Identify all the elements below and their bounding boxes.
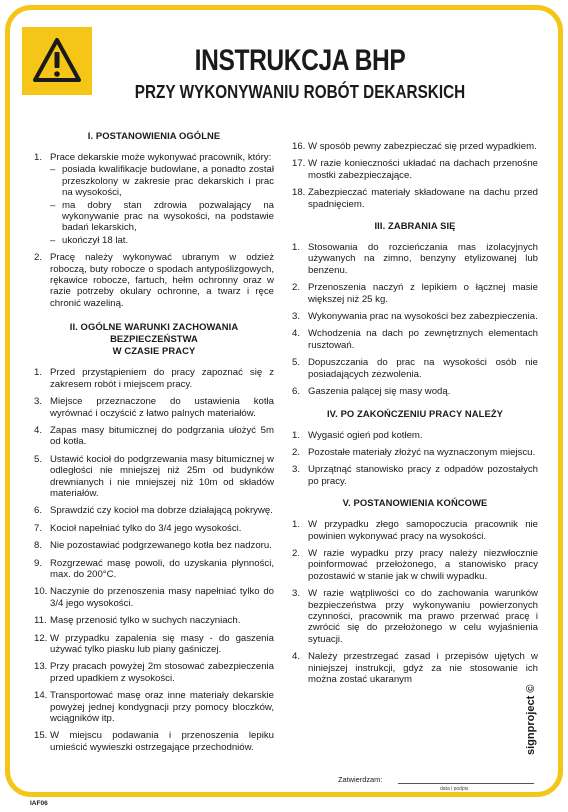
- item-text: Naczynie do przenoszenia masy napełniać tylko do 3/4 jego wysokości.: [50, 586, 274, 609]
- list-item: 1. Stosowania do rozcieńczania mas izolacyjnych używanych na zimno, benzyny etylizowanej lub benzenu.: [292, 242, 538, 276]
- item-number: 1.: [34, 152, 43, 163]
- list-item: 5. Ustawić kocioł do podgrzewania masy bitumicznej w odległości nie mniejszej niż 25m od budynków drewnianych i nie mniejszej niż 10m od składów materiałów.: [34, 453, 274, 499]
- list-item: 3. W razie wątpliwości co do zachowania warunków bezpieczeństwa przy wykonywaniu powierzonych czynności, pracownik ma prawo przerwać pracę i zwrócić się do przełożonego w celu wyjaśnienia sytuacji.: [292, 588, 538, 645]
- list-item: 1. Wygasić ogień pod kotłem.: [292, 430, 538, 441]
- list-item: [34, 152, 274, 246]
- section-heading: II. OGÓLNE WARUNKI ZACHOWANIA BEZPIECZEŃSTWA W CZASIE PRACY: [69, 321, 239, 357]
- brand-mark: signproject ©: [525, 684, 537, 755]
- item-text: Wygasić ogień pod kotłem.: [308, 429, 423, 441]
- item-text: Należy przestrzegać zasad i przepisów ujętych w niniejszej instrukcji, gdyż za nie stosowanie ich można zostać ukaranym: [308, 651, 538, 685]
- list-item: 10. Naczynie do przenoszenia masy napełniać tylko do 3/4 jego wysokości.: [34, 586, 274, 609]
- section-heading: III. ZABRANIA SIĘ: [374, 220, 456, 232]
- approved-label: Zatwierdzam:: [338, 775, 383, 784]
- sub-item-text: ma dobry stan zdrowia pozwalający na wykonywanie prac na wysokości, na podstawie badań lekarskich,: [62, 199, 274, 234]
- sub-item-text: posiada kwalifikacje budowlane, a ponadto został przeszkolony w zakresie prac dekarskich i prac na wysokości,: [62, 164, 274, 199]
- warning-triangle-icon: [32, 37, 82, 83]
- item-text: Przenoszenia naczyń z lepikiem o łącznej masie większej niż 25 kg.: [308, 282, 538, 305]
- sub-item: – ukończył 18 lat.: [50, 235, 274, 246]
- item-text: W miejscu podawania i przenoszenia lepiku umieścić wywieszki ostrzegające przechodniów.: [50, 730, 274, 753]
- item-text: Wykonywania prac na wysokości bez zabezpieczenia.: [308, 311, 538, 323]
- section-heading: IV. PO ZAKOŃCZENIU PRACY NALEŻY: [326, 407, 504, 419]
- list-item: 6. Gaszenia palącej się masy wodą.: [292, 386, 538, 397]
- warning-badge: [22, 27, 92, 95]
- list-item: 3. Uprzątnąć stanowisko pracy z odpadów pozostałych po pracy.: [292, 464, 538, 487]
- item-text: Stosowania do rozcieńczania mas izolacyjnych używanych na zimno, benzyny etylizowanej lub benzenu.: [308, 242, 538, 276]
- item-text: Ustawić kocioł do podgrzewania masy bitumicznej w odległości nie mniejszej niż 25m od budynków drewnianych i nie mniejszej niż 10m od składów materiałów.: [50, 453, 274, 499]
- list-item: 3. Wykonywania prac na wysokości bez zabezpieczenia.: [292, 311, 538, 323]
- list-item: 8. Nie pozostawiać podgrzewanego kotła bez nadzoru.: [34, 540, 274, 551]
- list-item: 4. Należy przestrzegać zasad i przepisów ujętych w niniejszej instrukcji, gdyż za nie stosowanie ich można zostać ukaranym: [292, 651, 538, 685]
- list-item: 9. Rozgrzewać masę powoli, do uzyskania płynności, max. do 200°C.: [34, 557, 274, 580]
- item-text: Przed przystąpieniem do pracy zapoznać się z zakresem robót i miejscem pracy.: [50, 367, 274, 390]
- sub-item-text: ukończył 18 lat.: [62, 234, 129, 246]
- date-signature-note: data i podpis: [440, 786, 469, 792]
- list-item: 12. W przypadku zapalenia się masy - do gaszenia używać tylko piasku lub piany gaśniczej.: [34, 632, 274, 655]
- left-column: [34, 130, 274, 759]
- item-text: Transportować masę oraz inne materiały dekarskie powyżej jednej kondygnacji przy pomocy bloczków, wciągników itp.: [50, 690, 274, 725]
- list-item: 15. W miejscu podawania i przenoszenia lepiku umieścić wywieszki ostrzegające przechodniów.: [34, 730, 274, 753]
- list-item: 18. Zabezpieczać materiały składowane na dachu przed spadnięciem.: [292, 187, 538, 210]
- sub-item: – posiada kwalifikacje budowlane, a ponadto został przeszkolony w zakresie prac dekarskich i prac na wysokości,: [50, 164, 274, 199]
- item-text: Nie pozostawiać podgrzewanego kotła bez nadzoru.: [50, 540, 272, 552]
- list-item: 6. Sprawdzić czy kocioł ma dobrze działającą pokrywę.: [34, 505, 273, 517]
- list-item: 2. Przenoszenia naczyń z lepikiem o łącznej masie większej niż 25 kg.: [292, 282, 538, 305]
- list-item: 17. W razie konieczności układać na dachach przenośne mostki zabezpieczające.: [292, 158, 538, 181]
- product-code: IAF06: [30, 800, 48, 807]
- item-number: 2.: [34, 252, 43, 264]
- item-text: Przy pracach powyżej 2m stosować zabezpieczenia przed upadkiem z wysokości.: [50, 661, 274, 684]
- item-text: W przypadku zapalenia się masy - do gaszenia używać tylko piasku lub piany gaśniczej.: [50, 632, 274, 655]
- list-item: 11. Masę przenosić tylko w suchych naczyniach.: [34, 615, 274, 626]
- list-item: 1. W przypadku złego samopoczucia pracownik nie powinien wykonywać pracy na wysokości.: [292, 519, 538, 542]
- list-item: 4. Zapas masy bitumicznej do podgrzania ułożyć 5m od kotła.: [34, 424, 274, 448]
- item-text: Zabezpieczać materiały składowane na dachu przed spadnięciem.: [308, 187, 538, 210]
- item-text: W razie wątpliwości co do zachowania warunków bezpieczeństwa przy wykonywaniu powierzonych czynności, pracownik ma prawo przerwać pracę i zwrócić się do przełożonego w celu wyjaśnienia sytuacji.: [308, 588, 538, 645]
- list-item: 14. Transportować masę oraz inne materiały dekarskie powyżej jednej kondygnacji przy pomocy bloczków, wciągników itp.: [34, 690, 274, 725]
- signature-line: [398, 783, 534, 784]
- item-text: W sposób pewny zabezpieczać się przed wypadkiem.: [308, 141, 537, 152]
- page-subtitle: PRZY WYKONYWANIU ROBÓT DEKARSKICH: [134, 82, 466, 102]
- item-text: Kocioł napełniać tylko do 3/4 jego wysokości.: [50, 522, 242, 534]
- item-text: Pracę należy wykonywać ubranym w odzież roboczą, buty robocze o spodach antypoślizgowych, rękawice robocze, fartuch, hełm ochronny oraz w razie potrzeby okulary ochronne, a twarz i ręce chronić wazeliną.: [50, 252, 274, 309]
- item-text: Uprzątnąć stanowisko pracy z odpadów pozostałych po pracy.: [308, 464, 538, 487]
- list-item: 7. Kocioł napełniać tylko do 3/4 jego wysokości.: [34, 523, 274, 534]
- section-heading: V. POSTANOWIENIA KOŃCOWE: [342, 497, 488, 509]
- list-item: 2. Pozostałe materiały złożyć na wyznaczonym miejscu.: [292, 447, 538, 458]
- list-item: 3. Miejsce przeznaczone do ustawienia kotła wyrównać i oczyścić z łatwo palnych materiałów.: [34, 396, 274, 419]
- list-item: 5. Dopuszczania do prac na wysokości osób nie posiadających zezwolenia.: [292, 357, 538, 380]
- section-heading: I. POSTANOWIENIA OGÓLNE: [87, 130, 221, 141]
- item-text: Miejsce przeznaczone do ustawienia kotła wyrównać i oczyścić z łatwo palnych materiałów.: [50, 396, 274, 419]
- item-text: Rozgrzewać masę powoli, do uzyskania płynności, max. do 200°C.: [50, 557, 274, 580]
- item-text: Wchodzenia na dach po zewnętrznych elementach rusztowań.: [308, 328, 538, 351]
- right-column: [292, 141, 538, 691]
- page-title: INSTRUKCJA BHP: [194, 44, 406, 77]
- item-text: Pozostałe materiały złożyć na wyznaczonym miejscu.: [308, 446, 536, 458]
- item-text: Masę przenosić tylko w suchych naczyniach.: [50, 615, 241, 627]
- list-item: 13. Przy pracach powyżej 2m stosować zabezpieczenia przed upadkiem z wysokości.: [34, 661, 274, 684]
- item-text: Zapas masy bitumicznej do podgrzania ułożyć 5m od kotła.: [50, 424, 274, 448]
- item-text: Dopuszczania do prac na wysokości osób nie posiadających zezwolenia.: [308, 357, 538, 380]
- list-item: [34, 252, 274, 309]
- item-text: W razie wypadku przy pracy należy niezwłocznie poinformować przełożonego, a stanowisko pracy pozostawić w stanie jak w chwili wypadku.: [308, 547, 538, 582]
- item-text: Sprawdzić czy kocioł ma dobrze działającą pokrywę.: [50, 505, 273, 517]
- item-text: Prace dekarskie może wykonywać pracownik, który:: [50, 152, 272, 163]
- item-text: W razie konieczności układać na dachach przenośne mostki zabezpieczające.: [308, 158, 538, 181]
- item-text: Gaszenia palącej się masy wodą.: [308, 386, 451, 398]
- list-item: 16. W sposób pewny zabezpieczać się przed wypadkiem.: [292, 141, 537, 152]
- sub-item: – ma dobry stan zdrowia pozwalający na wykonywanie prac na wysokości, na podstawie badań lekarskich,: [50, 199, 274, 234]
- list-item: 2. W razie wypadku przy pracy należy niezwłocznie poinformować przełożonego, a stanowisko pracy pozostawić w stanie jak w chwili wypadku.: [292, 547, 538, 582]
- list-item: 1. Przed przystąpieniem do pracy zapoznać się z zakresem robót i miejscem pracy.: [34, 367, 274, 390]
- item-text: W przypadku złego samopoczucia pracownik nie powinien wykonywać pracy na wysokości.: [308, 519, 538, 542]
- list-item: 4. Wchodzenia na dach po zewnętrznych elementach rusztowań.: [292, 328, 538, 351]
